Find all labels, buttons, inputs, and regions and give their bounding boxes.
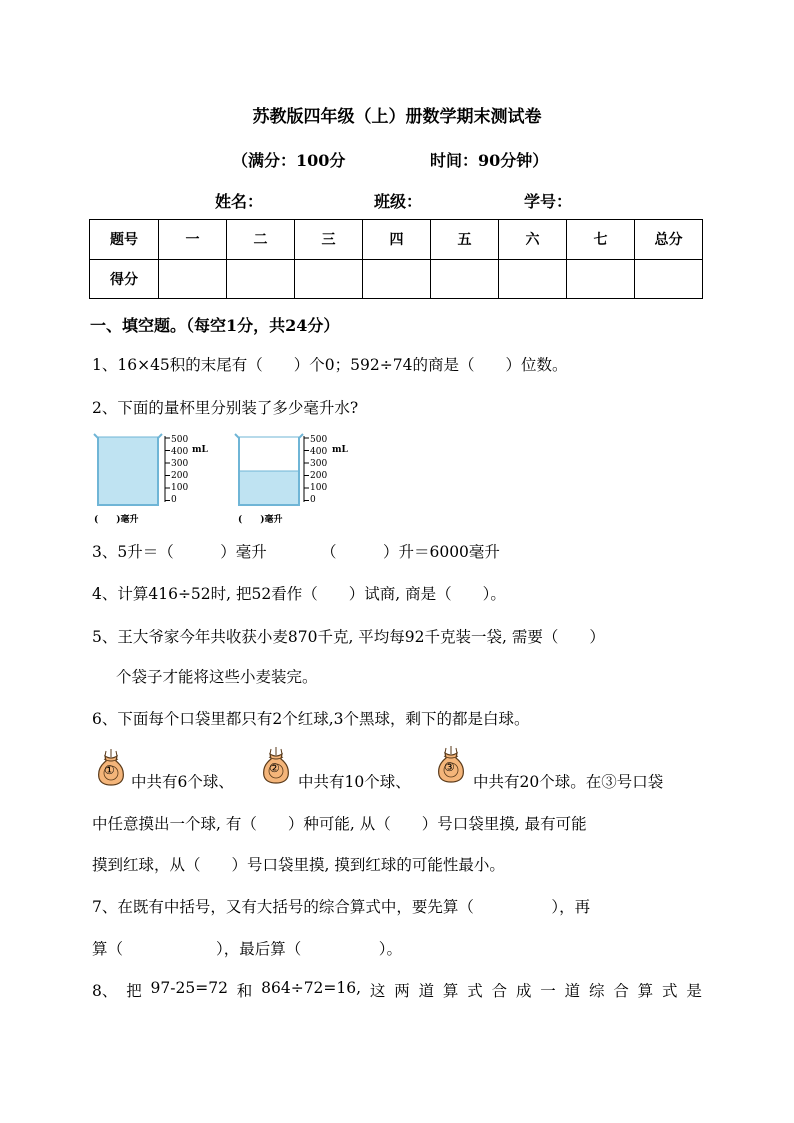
full-score: （满分：100分 <box>232 151 346 170</box>
question-8 <box>92 979 702 1001</box>
measuring-cup-1 <box>92 432 166 512</box>
score-table-score-row <box>90 259 703 299</box>
q8-token: 算 <box>637 982 654 1000</box>
cup-2-tick-100: 100 <box>310 483 328 493</box>
cup-2-unit: mL <box>332 445 348 455</box>
cup-2-answer-label: ( )毫升 <box>238 515 283 525</box>
name-label: 姓名： <box>215 192 264 211</box>
class-label: 班级： <box>374 192 423 211</box>
bag-1-number: ① <box>104 763 115 777</box>
score-table-header-row <box>90 220 703 260</box>
q8-token: 一 <box>540 982 556 1000</box>
score-col-6: 六 <box>499 220 567 260</box>
question-6-bag-3-text: 中共有20个球。在③号口袋 <box>473 773 664 791</box>
score-col-total: 总分 <box>635 220 703 260</box>
score-cell[interactable] <box>567 259 635 299</box>
question-6-line-2: 中任意摸出一个球, 有（ ）种可能, 从（ ）号口袋里摸, 最有可能 <box>92 815 587 833</box>
cup-1-unit: mL <box>192 445 208 455</box>
q8-token: 道 <box>564 982 581 1000</box>
cup-2-tick-0: 0 <box>310 495 316 505</box>
q8-token: 8、 <box>92 982 118 1000</box>
page-title: 苏教版四年级（上）册数学期末测试卷 <box>252 107 542 127</box>
bag-3-number: ③ <box>444 760 455 774</box>
cup-2-tick-300: 300 <box>310 459 328 469</box>
q8-token: 这 <box>369 982 386 1000</box>
score-cell[interactable] <box>159 259 227 299</box>
score-col-5: 五 <box>431 220 499 260</box>
q8-token: 97-25=72 <box>150 979 228 997</box>
score-col-2: 二 <box>227 220 295 260</box>
cup-1-tick-300: 300 <box>171 459 189 469</box>
cup-1-tick-500: 500 <box>171 435 189 445</box>
score-col-4: 四 <box>363 220 431 260</box>
question-7-line-1: 7、在既有中括号，又有大括号的综合算式中，要先算（ ），再 <box>92 898 591 916</box>
score-col-7: 七 <box>567 220 635 260</box>
question-2: 2、下面的量杯里分别装了多少毫升水? <box>92 399 359 417</box>
q8-token: 合 <box>491 982 508 1000</box>
question-5-line-1: 5、王大爷家今年共收获小麦870千克, 平均每92千克装一袋, 需要（ ） <box>92 628 605 646</box>
question-6-line-3: 摸到红球，从（ ）号口袋里摸, 摸到红球的可能性最小。 <box>92 856 505 874</box>
q8-token: 和 <box>236 982 253 1000</box>
q8-token: 合 <box>613 982 629 1000</box>
q8-token: 把 <box>126 982 142 1000</box>
q8-token: 是 <box>686 982 702 1000</box>
score-cell[interactable] <box>431 259 499 299</box>
bag-2-number: ② <box>269 761 280 775</box>
cup-2-tick-400: 400 <box>310 447 328 457</box>
question-1: 1、16×45积的末尾有（ ）个0；592÷74的商是（ ）位数。 <box>92 356 568 374</box>
question-7-line-2: 算（ ），最后算（ ）。 <box>92 940 403 958</box>
q8-token: 综 <box>588 982 605 1000</box>
q8-token: 成 <box>515 982 532 1000</box>
cup-1-tick-100: 100 <box>171 483 189 493</box>
q8-token: 864÷72=16, <box>261 979 362 997</box>
q8-token: 算 <box>442 982 459 1000</box>
student-id-label: 学号： <box>524 192 573 211</box>
measuring-cup-2 <box>233 432 307 512</box>
question-6: 6、下面每个口袋里都只有2个红球,3个黑球，剩下的都是白球。 <box>92 710 530 728</box>
question-6-bag-1-text: 中共有6个球、 <box>131 773 234 791</box>
score-cell[interactable] <box>363 259 431 299</box>
question-number-header: 题号 <box>90 220 159 260</box>
question-6-bag-2-text: 中共有10个球、 <box>298 773 411 791</box>
score-table <box>89 219 703 299</box>
cup-1-answer-label: ( )毫升 <box>94 515 139 525</box>
exam-time: 时间：90分钟） <box>430 151 549 170</box>
question-3: 3、5升＝（ ）毫升 （ ）升＝6000毫升 <box>92 543 500 561</box>
question-5-line-2: 个袋子才能将这些小麦装完。 <box>116 668 318 686</box>
score-cell[interactable] <box>635 259 703 299</box>
section-title: 一、填空题。（每空1分，共24分） <box>90 316 340 335</box>
score-cell[interactable] <box>227 259 295 299</box>
question-4: 4、计算416÷52时, 把52看作（ ）试商, 商是（ ）。 <box>92 585 506 603</box>
cup-2-tick-500: 500 <box>310 435 328 445</box>
score-col-1: 一 <box>159 220 227 260</box>
cup-1-tick-400: 400 <box>171 447 189 457</box>
cup-1-tick-0: 0 <box>171 495 177 505</box>
score-cell[interactable] <box>499 259 567 299</box>
q8-token: 式 <box>467 982 483 1000</box>
score-col-3: 三 <box>295 220 363 260</box>
cup-1-tick-200: 200 <box>171 471 189 481</box>
q8-token: 两 <box>394 982 410 1000</box>
q8-token: 式 <box>662 982 678 1000</box>
score-cell[interactable] <box>295 259 363 299</box>
cup-2-tick-200: 200 <box>310 471 328 481</box>
q8-token: 道 <box>418 982 435 1000</box>
score-row-label: 得分 <box>90 259 159 299</box>
